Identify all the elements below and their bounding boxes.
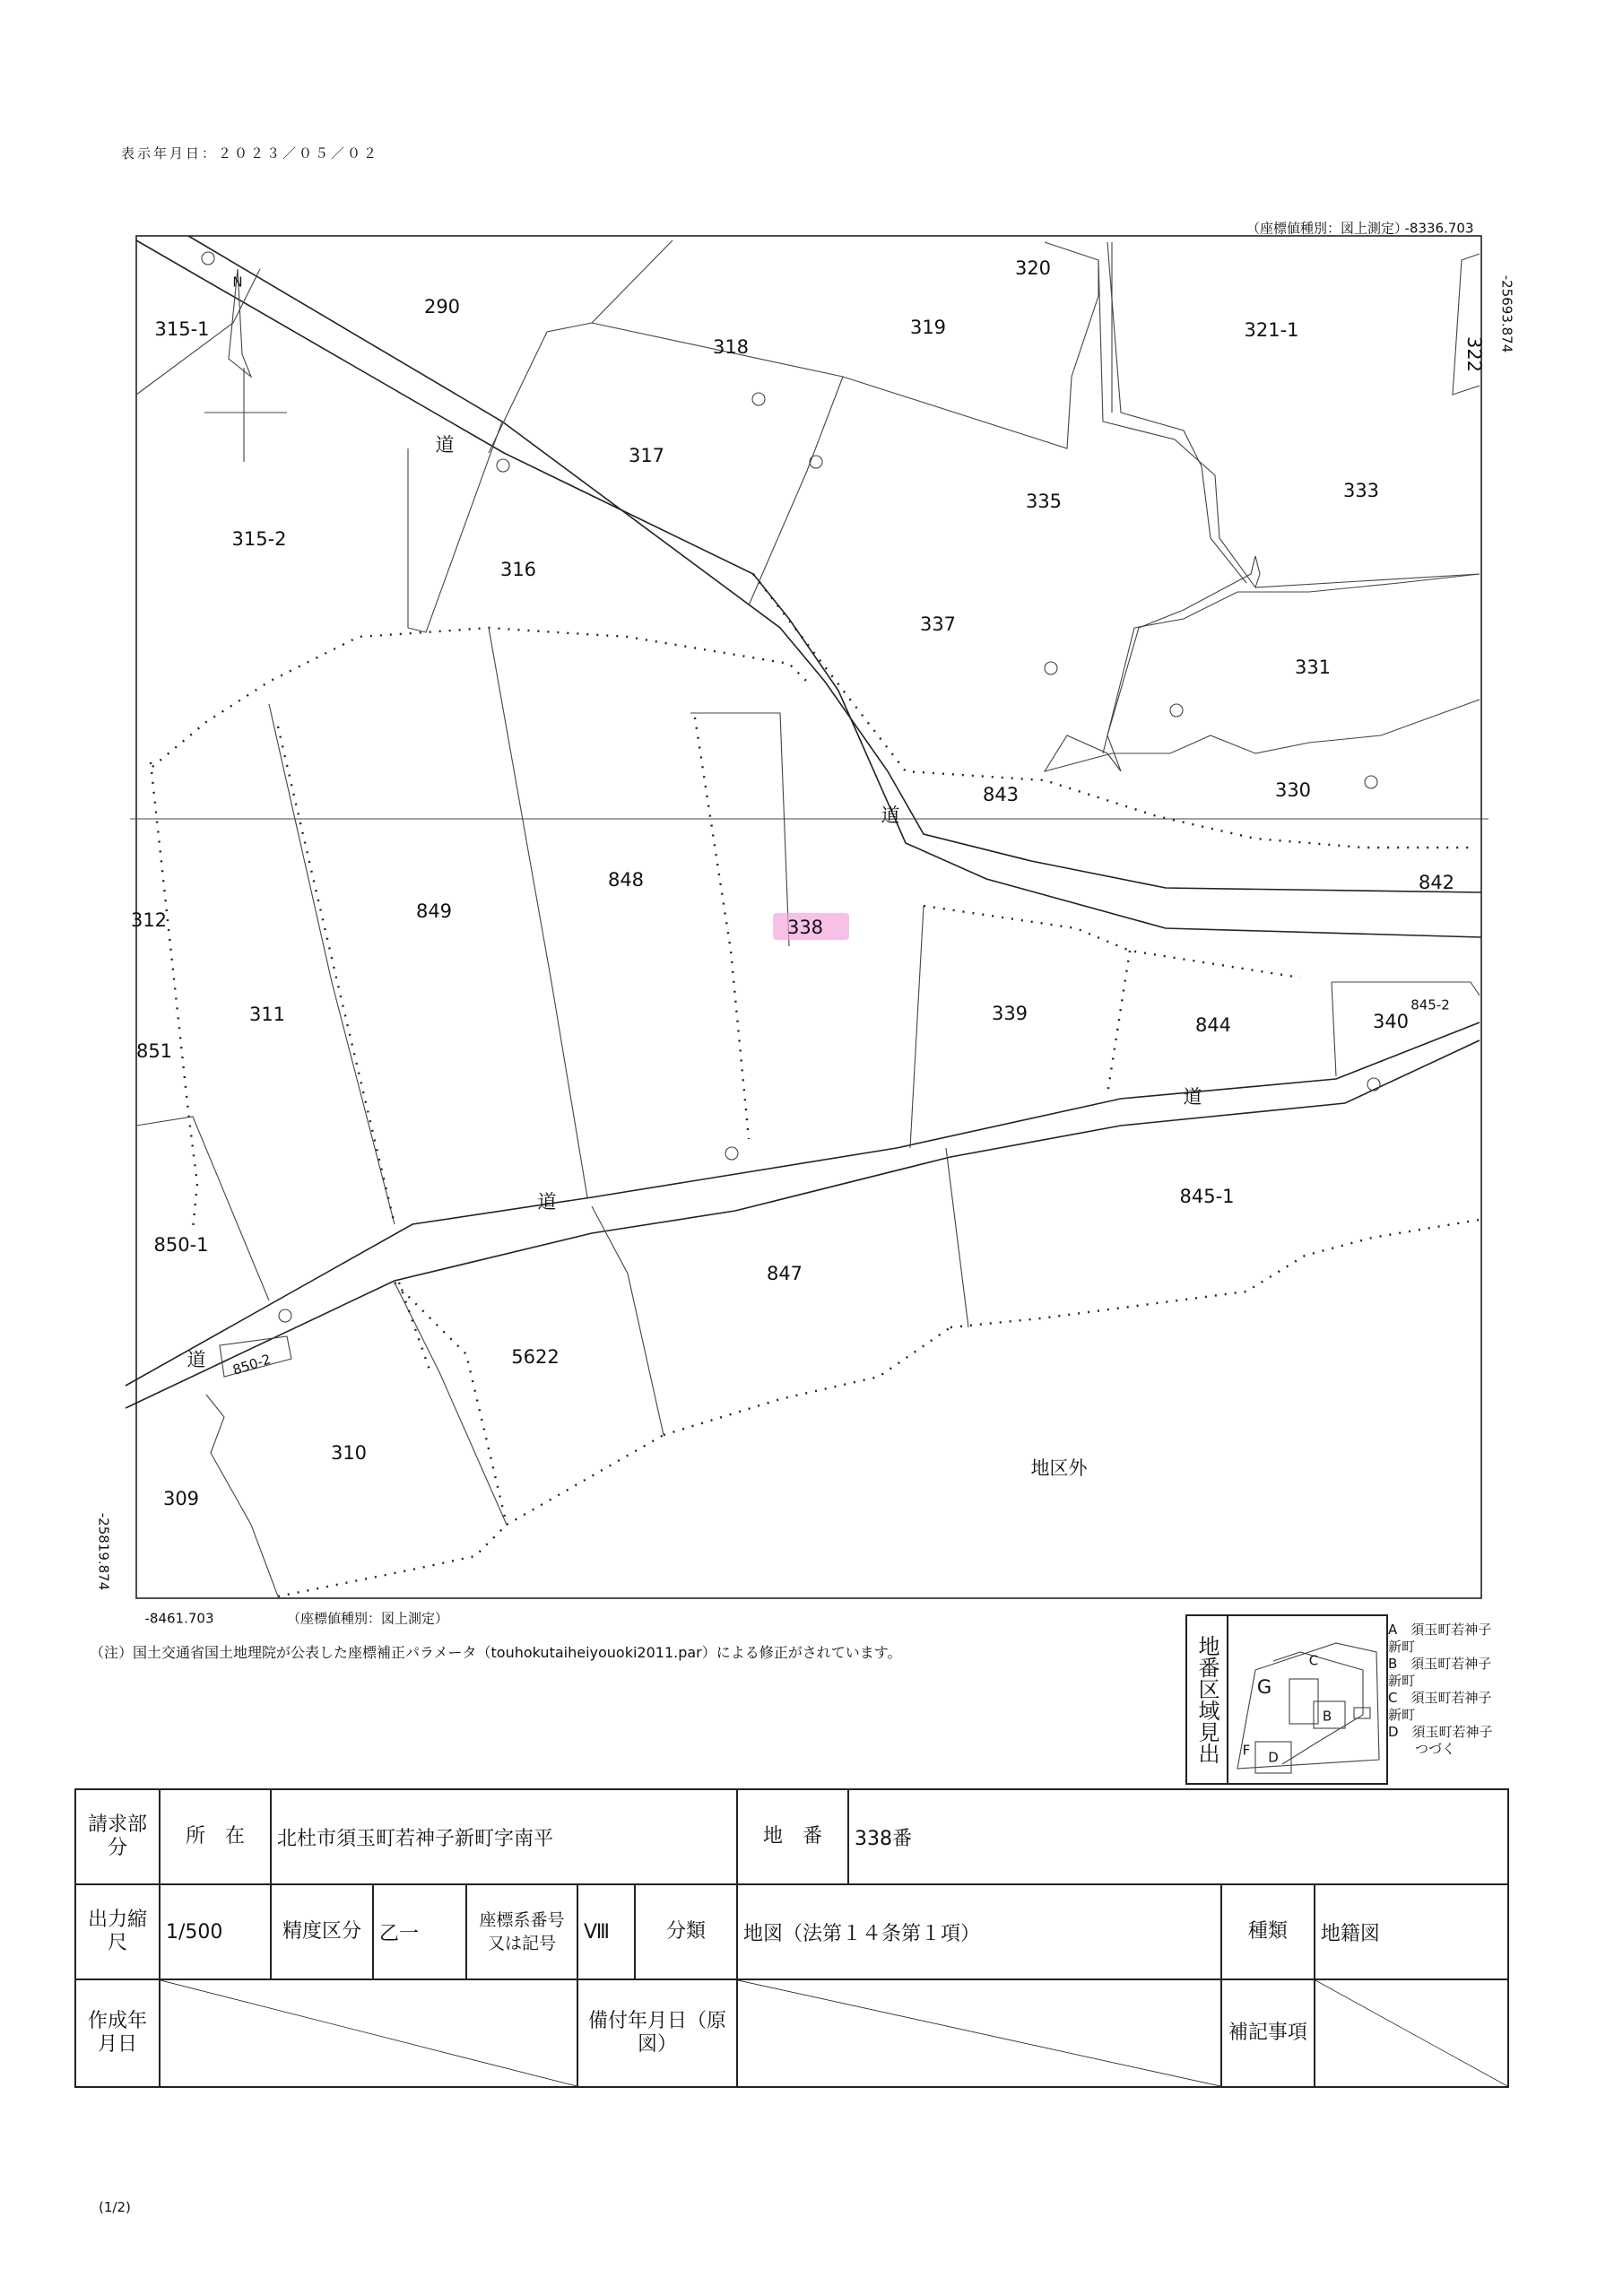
remarks-label: 補記事項 — [1221, 1979, 1315, 2087]
lot-label: 333 — [1342, 480, 1380, 501]
parcel-line — [395, 1283, 507, 1525]
parcel-line — [1103, 628, 1134, 753]
index-map-box — [1185, 1614, 1388, 1785]
parcel-line — [690, 713, 789, 946]
coordinate-system-label: 座標系番号又は記号 — [466, 1884, 577, 1979]
parcel-line — [1107, 242, 1246, 583]
lot-label: 849 — [415, 900, 453, 922]
remarks-value — [1315, 1979, 1508, 2087]
claim-label: 請求部分 — [75, 1789, 160, 1884]
lot-label: 339 — [991, 1003, 1028, 1024]
index-letter: D — [1268, 1749, 1279, 1766]
boundary-marked — [507, 1435, 664, 1525]
boundary-marked — [399, 1283, 430, 1372]
parcel-line — [1134, 574, 1480, 628]
lot-label: 845-2 — [1410, 996, 1450, 1013]
road-label: 道 — [537, 1191, 557, 1213]
lot-label: 318 — [712, 336, 750, 358]
attached-date-value — [737, 1979, 1221, 2087]
boundary-marked — [695, 718, 749, 1139]
scale-value: 1/500 — [160, 1884, 271, 1979]
lot-label: 850-2 — [230, 1351, 273, 1378]
index-letter: F — [1242, 1742, 1251, 1759]
index-letter: B — [1322, 1708, 1332, 1725]
page-number: (1/2) — [99, 2199, 131, 2215]
accuracy-label: 精度区分 — [271, 1884, 373, 1979]
road-label: 道 — [187, 1349, 206, 1370]
info-table — [74, 1788, 1509, 2088]
lot-label: 310 — [330, 1442, 368, 1464]
coord-top-right-x: -8336.703 — [1404, 220, 1474, 237]
lot-label: 5622 — [511, 1346, 560, 1368]
lot-label: 317 — [628, 445, 665, 466]
boundary-marked — [753, 574, 1471, 848]
coord-top-right-y: -25693.874 — [1498, 274, 1515, 353]
boundary-marked — [278, 1525, 507, 1596]
lot-number-label: 地 番 — [737, 1789, 848, 1884]
lot-label: 316 — [499, 559, 537, 580]
parcel-line — [910, 906, 924, 1148]
road-label: 道 — [881, 804, 900, 826]
coord-bottom-left-x: -8461.703 — [144, 1610, 214, 1627]
index-letter: G — [1256, 1676, 1272, 1698]
created-date-value — [160, 1979, 577, 2087]
boundary-marked — [1107, 951, 1130, 1094]
lot-label-highlighted: 338 — [786, 917, 824, 938]
accuracy-value: 乙一 — [373, 1884, 466, 1979]
boundary-marked — [664, 1327, 950, 1435]
legend-item: つづく — [1388, 1741, 1456, 1757]
note-text: （注）国土交通省国土地理院が公表した座標補正パラメータ（touhokutaiheiyouoki2011.par）による修正がされています。 — [90, 1644, 902, 1661]
boundary-marked — [950, 1220, 1480, 1327]
lot-label: 335 — [1025, 491, 1063, 512]
parcel-line — [1332, 982, 1336, 1076]
coordinate-type-top: （座標値種別：図上測定） — [1245, 220, 1409, 237]
coordinate-type-bottom: （座標値種別：図上測定） — [286, 1610, 449, 1627]
parcel-line — [843, 242, 1098, 448]
lot-label: 315-1 — [154, 318, 210, 340]
index-letter: C — [1308, 1652, 1319, 1669]
boundary-marked — [152, 628, 807, 767]
lot-label: 331 — [1294, 657, 1332, 678]
lot-label: 340 — [1372, 1011, 1410, 1032]
lot-label: 847 — [766, 1263, 803, 1284]
classification-label: 分類 — [635, 1884, 737, 1979]
legend-item: B 須玉町若神子新町 — [1388, 1656, 1492, 1689]
type-label: 種類 — [1221, 1884, 1315, 1979]
index-legend — [1388, 1622, 1496, 1758]
lot-label: 311 — [248, 1004, 286, 1025]
lot-label: 337 — [919, 613, 957, 635]
coordinate-system-value: Ⅷ — [577, 1884, 635, 1979]
lot-label: 330 — [1274, 779, 1312, 801]
type-value: 地籍図 — [1315, 1884, 1508, 1979]
lot-label: 312 — [130, 909, 168, 931]
north-label: N — [232, 274, 243, 291]
legend-item: C 須玉町若神子新町 — [1388, 1690, 1492, 1723]
parcel-line — [1332, 982, 1480, 996]
lot-label: 842 — [1418, 872, 1455, 893]
lot-label: 845-1 — [1179, 1186, 1235, 1207]
parcel-line — [136, 1117, 269, 1300]
boundary-marked — [151, 762, 197, 1229]
lot-label: 844 — [1194, 1014, 1232, 1036]
parcel-line — [489, 628, 587, 1197]
legend-item: D 須玉町若神子 — [1388, 1724, 1493, 1740]
parcel-line — [269, 704, 395, 1224]
parcel-line — [1045, 556, 1480, 771]
lot-label: 321-1 — [1244, 319, 1299, 341]
index-title: 地番区域見出 — [1187, 1616, 1228, 1783]
boundary-marked — [395, 1283, 507, 1525]
display-date: 表示年月日：２０２３／０５／０２ — [121, 145, 380, 161]
boundary-marked — [924, 906, 1300, 978]
legend-item: A 須玉町若神子新町 — [1388, 1622, 1492, 1655]
road-label: 道 — [435, 434, 455, 456]
lot-label: 320 — [1014, 257, 1052, 279]
lot-label: 290 — [423, 296, 461, 317]
classification-value: 地図（法第１４条第１項） — [737, 1884, 1221, 1979]
coord-bottom-left-y: -25819.874 — [95, 1512, 112, 1591]
attached-date-label: 備付年月日（原図） — [577, 1979, 737, 2087]
parcel-line — [1453, 254, 1480, 395]
parcel-line — [206, 1395, 278, 1596]
parcel-line — [489, 240, 673, 453]
lot-label: 848 — [607, 869, 645, 891]
lot-number-value: 338番 — [848, 1789, 1508, 1884]
parcel-line — [592, 1206, 664, 1435]
outside-area-label: 地区外 — [1030, 1457, 1088, 1479]
road-label: 道 — [1183, 1086, 1202, 1108]
location-value: 北杜市須玉町若神子新町字南平 — [271, 1789, 737, 1884]
index-map — [1228, 1616, 1386, 1783]
lot-label: 850-1 — [153, 1234, 209, 1256]
road-edge — [126, 1022, 1480, 1386]
lot-label: 322 — [1463, 335, 1485, 373]
location-label: 所 在 — [160, 1789, 271, 1884]
parcel-line — [408, 422, 502, 632]
road-edge — [126, 1040, 1480, 1408]
boundary-marked — [278, 726, 395, 1224]
lot-label: 843 — [982, 784, 1020, 805]
lot-label: 851 — [135, 1040, 173, 1062]
parcel-line — [946, 1148, 968, 1327]
lot-label: 319 — [909, 317, 947, 338]
road-edge — [136, 240, 1481, 937]
created-date-label: 作成年月日 — [75, 1979, 160, 2087]
scale-label: 出力縮尺 — [75, 1884, 160, 1979]
parcel-line — [1098, 260, 1480, 587]
lot-label: 309 — [162, 1488, 200, 1509]
lot-label: 315-2 — [231, 528, 287, 550]
